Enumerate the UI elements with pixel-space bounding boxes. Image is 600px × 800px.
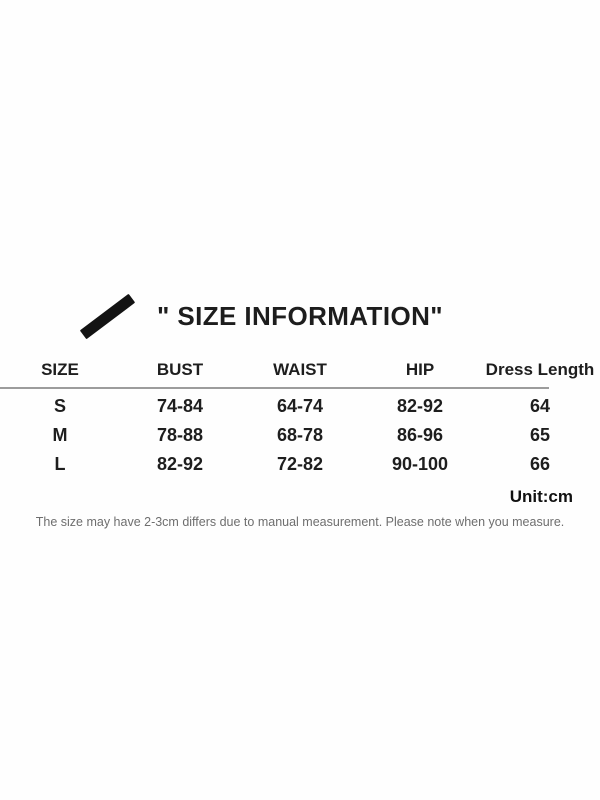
size-value: M <box>52 425 68 445</box>
dress-length-value: 66 <box>529 454 551 474</box>
bust-value: 82-92 <box>156 454 204 474</box>
column-header-dress-length: Dress Length <box>485 360 595 379</box>
hip-value: 90-100 <box>391 454 449 474</box>
bust-value: 78-88 <box>156 425 204 445</box>
dress-length-value: 65 <box>529 425 551 445</box>
table-row <box>0 392 600 421</box>
column-header-bust: BUST <box>156 360 204 379</box>
size-value: L <box>54 454 66 474</box>
column-header-waist: WAIST <box>273 360 327 379</box>
waist-value: 72-82 <box>276 454 324 474</box>
table-row <box>0 450 600 479</box>
unit-label: Unit:cm <box>509 487 573 506</box>
table-body <box>0 392 600 479</box>
table-row <box>0 421 600 450</box>
measurement-note: The size may have 2-3cm differs due to manual measurement. Please note when you measure. <box>35 515 565 529</box>
column-header-hip: HIP <box>405 360 435 379</box>
bust-value: 74-84 <box>156 396 204 416</box>
page-title: " SIZE INFORMATION" <box>157 301 443 331</box>
table-header-row <box>0 357 600 383</box>
waist-value: 68-78 <box>276 425 324 445</box>
hip-value: 86-96 <box>396 425 444 445</box>
column-header-size: SIZE <box>41 360 79 379</box>
dress-length-value: 64 <box>529 396 551 416</box>
hip-value: 82-92 <box>396 396 444 416</box>
header-divider <box>0 387 549 389</box>
size-value: S <box>53 396 66 416</box>
size-table <box>0 357 600 383</box>
waist-value: 64-74 <box>276 396 324 416</box>
